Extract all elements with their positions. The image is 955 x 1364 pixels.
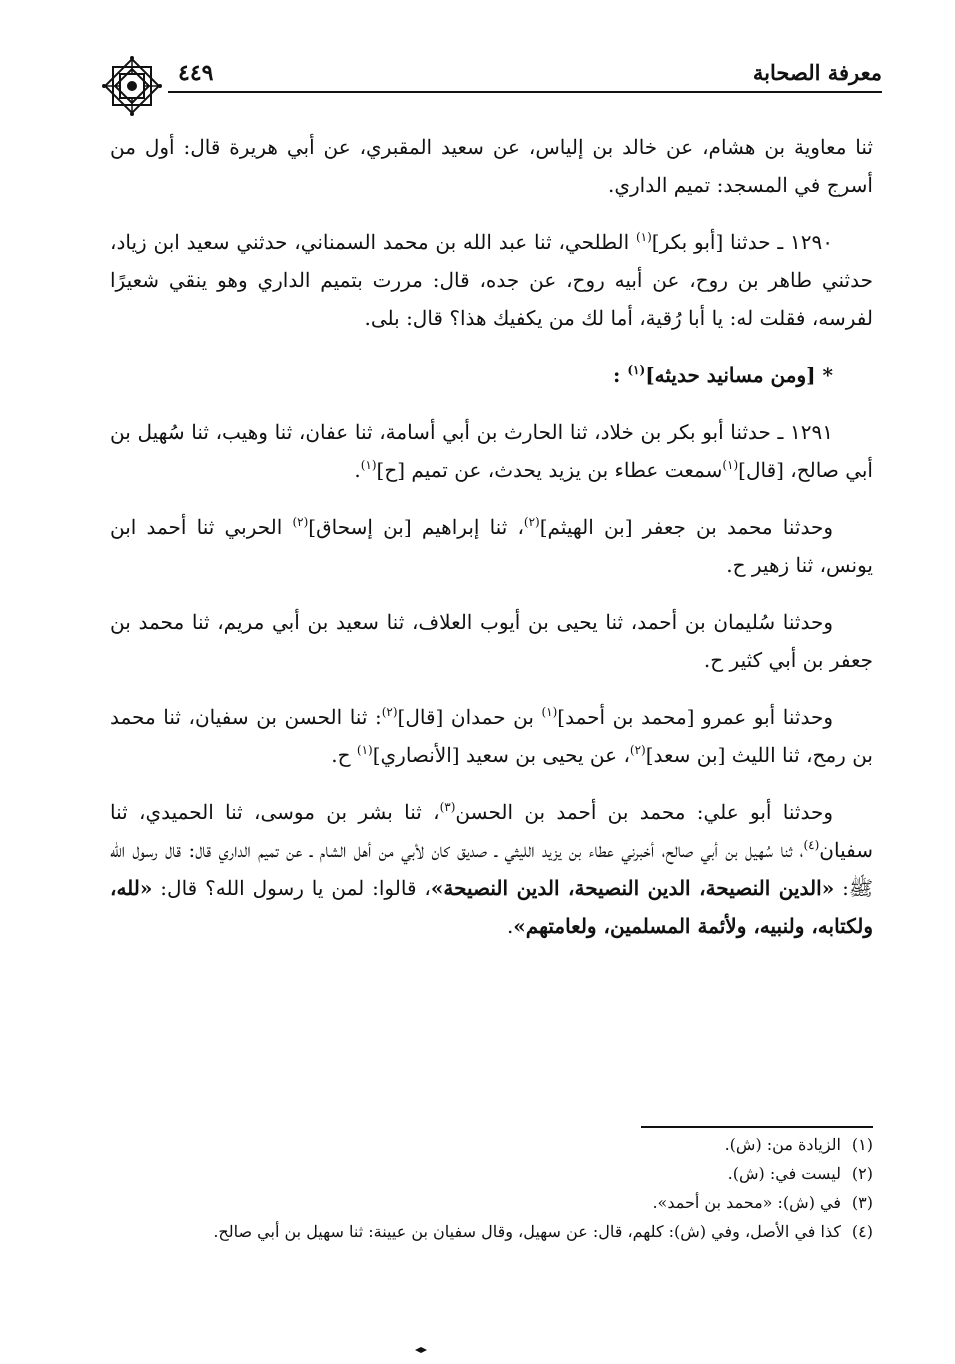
text-segment: ١٢٩١ ـ حدثنا أبو بكر بن خلاد، ثنا الحارث بن أبي أسامة، ثنا عفان، ثنا وهيب، ثنا سُهيل بن أبي صالح، [قال] (110, 420, 873, 482)
footnote-number: (٤) (851, 1222, 873, 1241)
footnote-number: (٢) (851, 1164, 873, 1183)
main-text (110, 128, 873, 964)
footnote-ref: (١) (360, 458, 377, 472)
text-segment: ، ثنا سُهيل بن أبي صالح، أخبرني عطاء بن يزيد الليثي ـ صديق كان لأبي من أهل الشام ـ عن تميم الداري قال: قال رسول الله ﷺ: (110, 838, 873, 900)
page-header (100, 52, 882, 112)
footnote-item (110, 1219, 873, 1244)
footnote-text: الزيادة من: (ش). (724, 1135, 841, 1154)
paragraph-chain-3: وحدثنا سُليمان بن أحمد، ثنا يحيى بن أيوب العلاف، ثنا سعيد بن أبي مريم، ثنا محمد بن جعفر بن أبي كثير ح. (110, 610, 873, 672)
section-heading (110, 356, 873, 394)
footnote-rule (641, 1126, 873, 1128)
footnote-ref: (١) (356, 743, 373, 757)
footnote-text: كذا في الأصل، وفي (ش): كلهم، قال: عن سهيل، وقال سفيان بن عيينة: ثنا سهيل بن أبي صالح. (213, 1222, 841, 1241)
footnote-ref: (٢) (523, 515, 540, 529)
footnote-item (110, 1161, 873, 1186)
paragraph-chain-2 (110, 508, 873, 584)
footnote-text: ليست في: (ش). (727, 1164, 841, 1183)
text-segment: : ثنا الحسن بن سفيان، ثنا محمد بن رمح، ثنا الليث [بن سعد] (110, 705, 873, 767)
text-segment: وحدثنا أبو عمرو [محمد بن أحمد] (557, 705, 833, 729)
footnote-ref: (١) (722, 458, 739, 472)
eight-point-star-ornament-icon (100, 54, 164, 118)
text-segment: وحدثنا أبو علي: محمد بن أحمد بن الحسن (455, 800, 833, 824)
text-segment: ح. (331, 743, 357, 767)
paragraph-hadith-1290 (110, 223, 873, 337)
footnote-ref: (٢) (292, 515, 309, 529)
footnote-ref: (١) (627, 363, 646, 377)
text-segment: ، عن يحيى بن سعيد [الأنصاري] (372, 743, 630, 767)
text-segment: وحدثنا محمد بن جعفر [بن الهيثم] (539, 515, 833, 539)
footnote-number: (١) (851, 1135, 873, 1154)
text-segment: بن حمدان [قال] (397, 705, 542, 729)
text-segment: ١٢٩٠ ـ حدثنا [أبو بكر] (651, 230, 833, 254)
section-heading-text: * [ومن مسانيد حديثه] (645, 363, 833, 387)
footnote-ref: (١) (635, 230, 652, 244)
text-segment: سمعت عطاء بن يزيد يحدث، عن تميم [ح] (376, 458, 723, 482)
paragraph-chain-5 (110, 793, 873, 945)
page-number: ٤٤٩ (178, 60, 214, 86)
footnote-item (110, 1190, 873, 1215)
text-segment: ، ثنا إبراهيم [بن إسحاق] (308, 515, 524, 539)
header-rule (168, 91, 882, 93)
footnote-ref: (٢) (381, 705, 398, 719)
footnote-text: في (ش): «محمد بن أحمد». (652, 1193, 841, 1212)
paragraph-1: ثنا معاوية بن هشام، عن خالد بن إلياس، عن سعيد المقبري، عن أبي هريرة قال: أول من أسرج في المسجد: تميم الداري. (110, 135, 873, 197)
text-segment: : (613, 363, 628, 387)
footnote-ref: (٢) (629, 743, 646, 757)
footnote-ref: (١) (541, 705, 558, 719)
text-segment: الحربي ثنا أحمد ابن يونس، ثنا زهير ح. (110, 515, 873, 577)
text-segment: الطلحي، ثنا عبد الله بن محمد السمناني، حدثني سعيد ابن زياد، حدثني طاهر بن روح، عن أبيه روح، عن جده، قال: مررت بتميم الداري وهو ينقي شعيرًا لفرسه، فقلت له: يا أبا رُقية، أما لك من يكفيك هذا؟ قال: بلى. (110, 230, 873, 330)
text-segment: ، ثنا بشر بن موسى، ثنا الحميدي، ثنا سفيان (110, 800, 873, 862)
footnote-ref: (٤) (803, 838, 820, 852)
paragraph-chain-4 (110, 698, 873, 774)
text-segment: . (354, 458, 361, 482)
hadith-quote: «الدين النصيحة، الدين النصيحة، الدين النصيحة» (430, 876, 835, 900)
page-end-mark-icon (414, 1347, 428, 1353)
paragraph-hadith-1291 (110, 413, 873, 489)
text-segment: ، قالوا: لمن يا رسول الله؟ قال: (152, 876, 431, 900)
footnote-item (110, 1132, 873, 1157)
book-title: معرفة الصحابة (752, 60, 882, 85)
footnotes (110, 1132, 873, 1248)
text-segment: . (506, 914, 514, 938)
footnote-ref: (٣) (439, 800, 456, 814)
hadith-quote: «لله، ولكتابه، ولنبيه، ولأئمة المسلمين، ولعامتهم» (110, 876, 873, 938)
footnote-number: (٣) (851, 1193, 873, 1212)
